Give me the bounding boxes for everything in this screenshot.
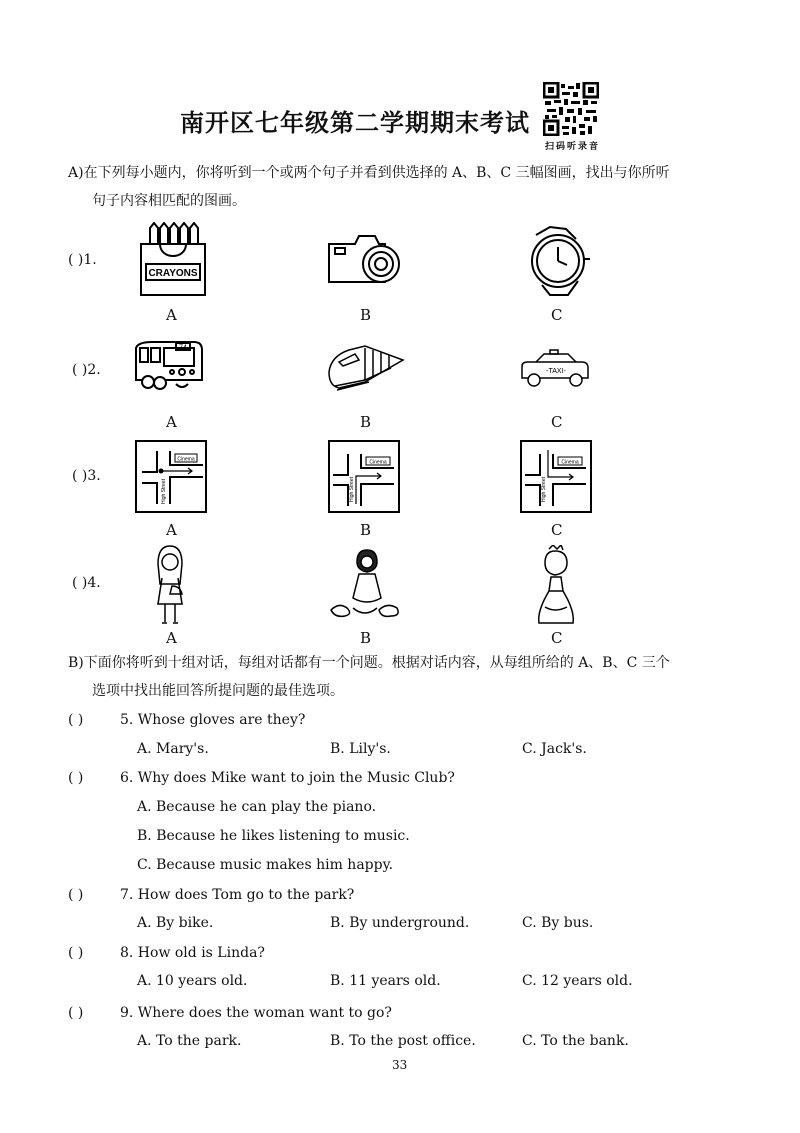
question-8-option-a: A. 10 years old.	[137, 973, 248, 989]
street-label: High Street	[541, 476, 547, 502]
option-label-c: C	[551, 413, 563, 431]
crayons-picture	[138, 222, 208, 301]
train-picture	[325, 342, 405, 396]
answer-blank[interactable]: ( )	[68, 1005, 84, 1021]
question-5-text: 5. Whose gloves are they?	[120, 712, 306, 728]
question-8-option-b: B. 11 years old.	[330, 973, 441, 989]
option-label-b: B	[360, 521, 372, 539]
princess-with-animals-picture	[325, 548, 405, 624]
street-label: High Street	[349, 476, 355, 502]
question-7-text: 7. How does Tom go to the park?	[120, 887, 355, 903]
map-b-picture	[328, 440, 400, 517]
question-number: ( )1.	[68, 252, 97, 268]
camera-picture	[325, 230, 405, 294]
question-5-option-c: C. Jack's.	[522, 741, 587, 757]
qr-caption: 扫码听录音	[545, 142, 601, 152]
option-label-a: A	[166, 521, 177, 539]
bus-picture	[132, 340, 207, 394]
watch-picture	[520, 225, 595, 301]
question-9-option-a: A. To the park.	[137, 1033, 242, 1049]
option-label-a: A	[166, 413, 177, 431]
answer-blank[interactable]: ( )	[68, 887, 84, 903]
question-7-option-c: C. By bus.	[522, 915, 594, 931]
question-7-option-a: A. By bike.	[137, 915, 214, 931]
section-b-instructions-line2: 选项中找出能回答所提问题的最佳选项。	[92, 683, 344, 699]
question-9-option-c: C. To the bank.	[522, 1033, 629, 1049]
question-6-option-c: C. Because music makes him happy.	[137, 857, 394, 873]
cinema-label: Cinema	[561, 459, 579, 466]
option-label-c: C	[551, 306, 563, 324]
question-6-option-b: B. Because he likes listening to music.	[137, 828, 410, 844]
question-5-option-b: B. Lily's.	[330, 741, 391, 757]
option-label-a: A	[166, 306, 177, 324]
question-6-option-a: A. Because he can play the piano.	[137, 799, 377, 815]
question-7-option-b: B. By underground.	[330, 915, 470, 931]
option-label-b: B	[360, 629, 372, 647]
map-a-picture	[135, 440, 207, 517]
page-title: 南开区七年级第二学期期末考试	[180, 108, 530, 137]
taxi-sign: -TAXI-	[546, 368, 566, 375]
princess-in-gown-picture	[533, 545, 578, 631]
option-label-b: B	[360, 306, 372, 324]
option-label-c: C	[551, 521, 563, 539]
option-label-a: A	[166, 629, 177, 647]
taxi-picture	[518, 348, 590, 394]
bus-number: 74	[179, 344, 187, 352]
question-number: ( )4.	[72, 575, 101, 591]
answer-blank[interactable]: ( )	[68, 712, 84, 728]
question-8-text: 8. How old is Linda?	[120, 945, 265, 961]
map-c-picture	[520, 440, 592, 517]
question-9-text: 9. Where does the woman want to go?	[120, 1005, 392, 1021]
question-number: ( )3.	[72, 468, 101, 484]
cinema-label: Cinema	[177, 456, 195, 463]
section-a-instructions-line1: A)在下列每小题内，你将听到一个或两个句子并看到供选择的 A、B、C 三幅图画，找出与你所听	[68, 165, 670, 181]
question-5-option-a: A. Mary's.	[137, 741, 209, 757]
option-label-c: C	[551, 629, 563, 647]
answer-blank[interactable]: ( )	[68, 945, 84, 961]
page-number: 33	[392, 1058, 408, 1072]
girl-with-basket-picture	[150, 544, 190, 630]
crayons-box-text: CRAYONS	[148, 268, 198, 279]
section-b-instructions-line1: B)下面你将听到十组对话，每组对话都有一个问题。根据对话内容，从每组所给的 A、B、C 三个	[68, 655, 670, 671]
street-label: High Street	[161, 478, 167, 504]
question-number: ( )2.	[72, 362, 101, 378]
question-6-text: 6. Why does Mike want to join the Music Club?	[120, 770, 455, 786]
section-a-instructions-line2: 句子内容相匹配的图画。	[92, 193, 246, 209]
answer-blank[interactable]: ( )	[68, 770, 84, 786]
question-9-option-b: B. To the post office.	[330, 1033, 476, 1049]
option-label-b: B	[360, 413, 372, 431]
qr-code	[543, 82, 599, 140]
question-8-option-c: C. 12 years old.	[522, 973, 633, 989]
cinema-label: Cinema	[369, 459, 387, 466]
